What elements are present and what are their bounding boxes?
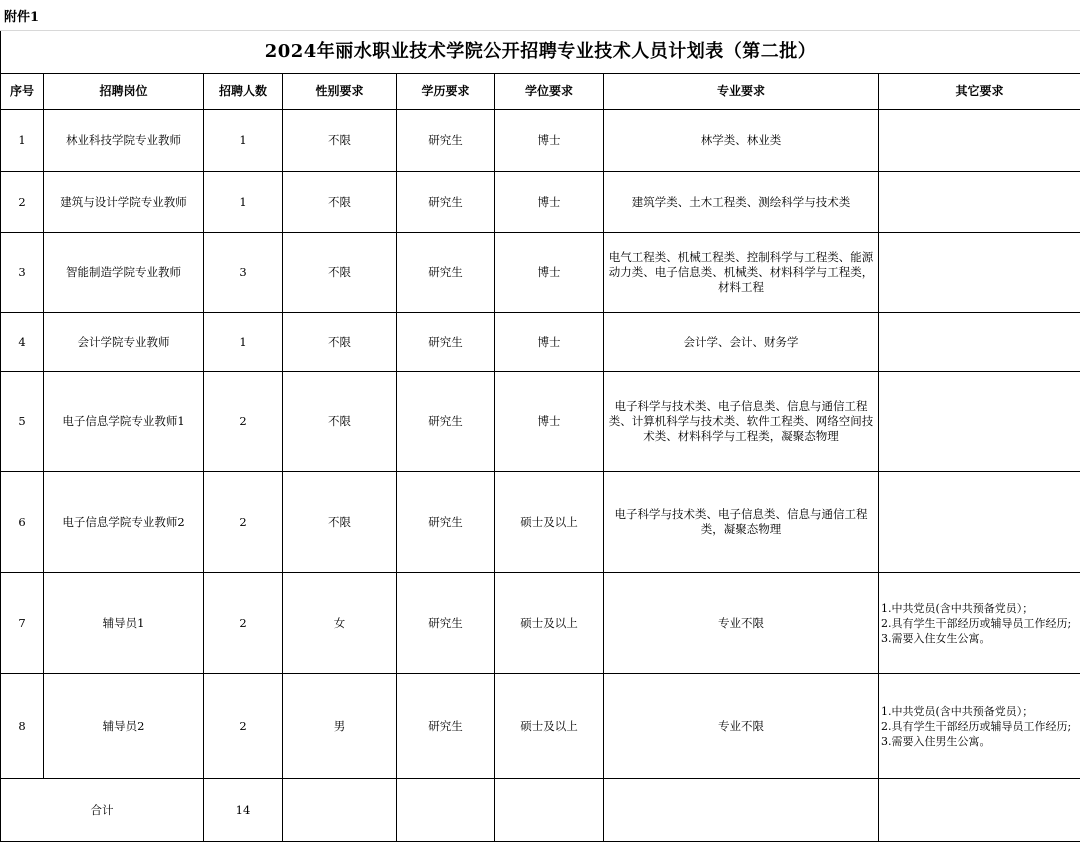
cell-education: 研究生 xyxy=(397,110,495,172)
cell-education: 研究生 xyxy=(397,172,495,233)
total-empty-cell xyxy=(397,779,495,842)
cell-degree: 博士 xyxy=(495,313,604,372)
other-requirement-line: 2.具有学生干部经历或辅导员工作经历; xyxy=(881,616,1078,631)
cell-post: 辅导员2 xyxy=(44,674,204,779)
attachment-label: 附件1 xyxy=(4,6,39,25)
cell-education: 研究生 xyxy=(397,573,495,674)
cell-count: 2 xyxy=(204,674,283,779)
total-empty-cell xyxy=(879,779,1080,842)
cell-gender: 不限 xyxy=(283,472,397,573)
cell-other xyxy=(879,172,1080,233)
cell-no: 1 xyxy=(1,110,44,172)
cell-major: 电气工程类、机械工程类、控制科学与工程类、能源动力类、电子信息类、机械类、材料科学与工程类，材料工程 xyxy=(604,233,879,313)
header-other: 其它要求 xyxy=(879,74,1080,110)
header-no: 序号 xyxy=(1,74,44,110)
cell-other xyxy=(879,573,1080,674)
cell-gender: 男 xyxy=(283,674,397,779)
cell-count: 3 xyxy=(204,233,283,313)
cell-major: 电子科学与技术类、电子信息类、信息与通信工程类、计算机科学与技术类、软件工程类、网络空间技术类、材料科学与工程类，凝聚态物理 xyxy=(604,372,879,472)
cell-post: 智能制造学院专业教师 xyxy=(44,233,204,313)
cell-gender: 不限 xyxy=(283,313,397,372)
header-gender: 性别要求 xyxy=(283,74,397,110)
cell-post: 建筑与设计学院专业教师 xyxy=(44,172,204,233)
cell-other xyxy=(879,674,1080,779)
cell-count: 1 xyxy=(204,110,283,172)
cell-no: 6 xyxy=(1,472,44,573)
header-degree: 学位要求 xyxy=(495,74,604,110)
header-post: 招聘岗位 xyxy=(44,74,204,110)
cell-no: 2 xyxy=(1,172,44,233)
other-requirement-line: 2.具有学生干部经历或辅导员工作经历; xyxy=(881,719,1078,734)
cell-no: 7 xyxy=(1,573,44,674)
cell-degree: 硕士及以上 xyxy=(495,674,604,779)
cell-major: 林学类、林业类 xyxy=(604,110,879,172)
total-empty-cell xyxy=(604,779,879,842)
total-row xyxy=(1,779,1080,842)
cell-other xyxy=(879,372,1080,472)
cell-degree: 硕士及以上 xyxy=(495,472,604,573)
cell-degree: 博士 xyxy=(495,372,604,472)
cell-major: 专业不限 xyxy=(604,573,879,674)
table-title: 2024年丽水职业技术学院公开招聘专业技术人员计划表（第二批） xyxy=(0,31,1080,73)
cell-post: 会计学院专业教师 xyxy=(44,313,204,372)
cell-other xyxy=(879,313,1080,372)
cell-gender: 不限 xyxy=(283,110,397,172)
table-row xyxy=(1,233,1080,313)
cell-major: 电子科学与技术类、电子信息类、信息与通信工程类，凝聚态物理 xyxy=(604,472,879,573)
header-count: 招聘人数 xyxy=(204,74,283,110)
header-education: 学历要求 xyxy=(397,74,495,110)
cell-major: 会计学、会计、财务学 xyxy=(604,313,879,372)
table-header-row xyxy=(1,74,1080,110)
table-row xyxy=(1,674,1080,779)
cell-count: 2 xyxy=(204,472,283,573)
cell-other xyxy=(879,472,1080,573)
cell-count: 2 xyxy=(204,573,283,674)
table-row xyxy=(1,472,1080,573)
total-empty-cell xyxy=(495,779,604,842)
cell-post: 电子信息学院专业教师2 xyxy=(44,472,204,573)
cell-education: 研究生 xyxy=(397,372,495,472)
cell-no: 5 xyxy=(1,372,44,472)
recruitment-sheet xyxy=(0,30,1080,844)
other-requirement-line: 3.需要入住女生公寓。 xyxy=(881,631,1078,646)
cell-education: 研究生 xyxy=(397,674,495,779)
cell-major: 建筑学类、土木工程类、测绘科学与技术类 xyxy=(604,172,879,233)
cell-gender: 不限 xyxy=(283,372,397,472)
other-requirement-line: 1.中共党员(含中共预备党员）； xyxy=(881,601,1078,616)
other-requirement-line: 1.中共党员(含中共预备党员）； xyxy=(881,704,1078,719)
other-requirement-line: 3.需要入住男生公寓。 xyxy=(881,734,1078,749)
cell-degree: 博士 xyxy=(495,233,604,313)
table-row xyxy=(1,372,1080,472)
cell-no: 4 xyxy=(1,313,44,372)
cell-count: 1 xyxy=(204,313,283,372)
cell-post: 电子信息学院专业教师1 xyxy=(44,372,204,472)
cell-other xyxy=(879,110,1080,172)
header-major: 专业要求 xyxy=(604,74,879,110)
cell-degree: 博士 xyxy=(495,172,604,233)
cell-education: 研究生 xyxy=(397,233,495,313)
total-label: 合计 xyxy=(1,779,204,842)
table-row xyxy=(1,573,1080,674)
recruitment-plan-table xyxy=(0,73,1080,842)
total-empty-cell xyxy=(283,779,397,842)
cell-education: 研究生 xyxy=(397,313,495,372)
cell-no: 3 xyxy=(1,233,44,313)
cell-count: 1 xyxy=(204,172,283,233)
cell-gender: 不限 xyxy=(283,233,397,313)
cell-count: 2 xyxy=(204,372,283,472)
cell-other xyxy=(879,233,1080,313)
cell-post: 林业科技学院专业教师 xyxy=(44,110,204,172)
cell-gender: 女 xyxy=(283,573,397,674)
total-count: 14 xyxy=(204,779,283,842)
cell-no: 8 xyxy=(1,674,44,779)
cell-education: 研究生 xyxy=(397,472,495,573)
table-row xyxy=(1,313,1080,372)
cell-degree: 博士 xyxy=(495,110,604,172)
cell-major: 专业不限 xyxy=(604,674,879,779)
table-row xyxy=(1,172,1080,233)
cell-post: 辅导员1 xyxy=(44,573,204,674)
cell-gender: 不限 xyxy=(283,172,397,233)
table-row xyxy=(1,110,1080,172)
cell-degree: 硕士及以上 xyxy=(495,573,604,674)
